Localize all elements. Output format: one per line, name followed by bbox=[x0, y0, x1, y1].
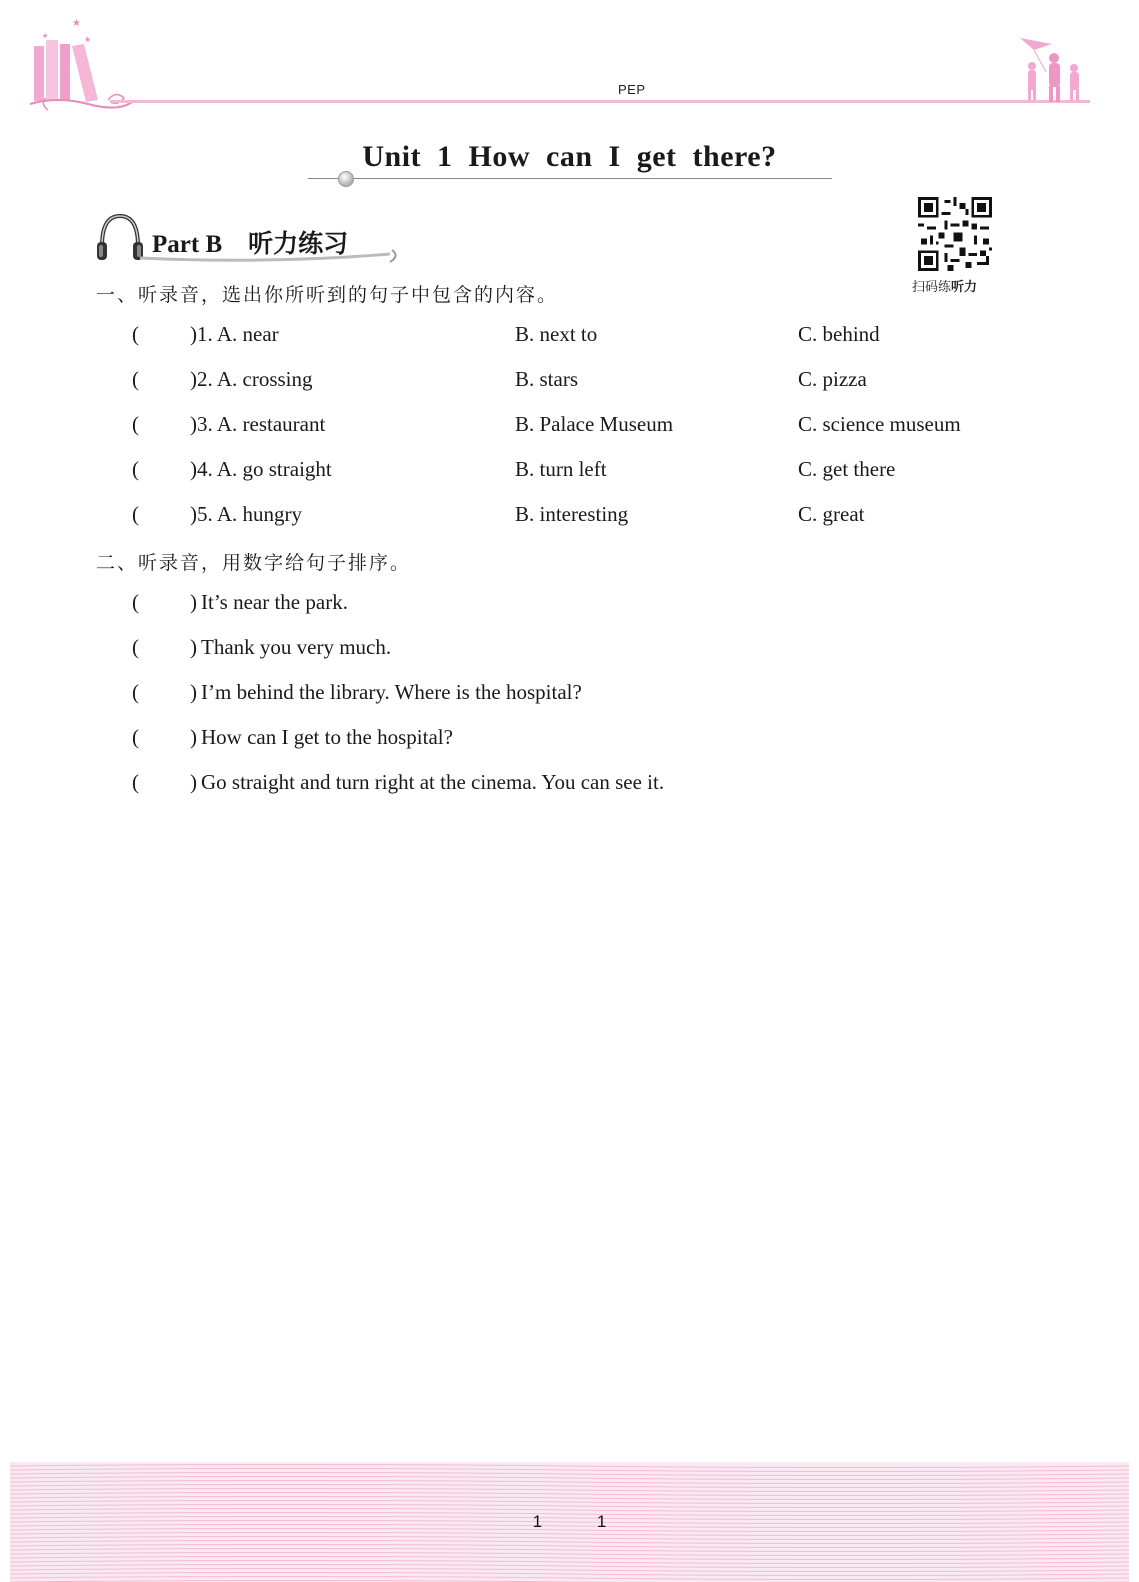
qr-caption-prefix: 扫码练 bbox=[912, 280, 952, 295]
answer-blank-open[interactable]: ( bbox=[132, 590, 139, 614]
section2-heading: 二、听录音，用数字给句子排序。 bbox=[96, 552, 412, 574]
sentence-text: Thank you very much. bbox=[201, 635, 392, 659]
answer-blank-open[interactable]: ( bbox=[132, 367, 139, 391]
ordering-row bbox=[0, 635, 1139, 675]
option-c: C. pizza bbox=[798, 367, 867, 391]
option-a: 2. A. crossing bbox=[197, 367, 313, 391]
question-row bbox=[0, 502, 1139, 542]
part-underline-swoosh bbox=[140, 248, 402, 264]
family-silhouette-icon bbox=[1012, 32, 1092, 104]
option-c: C. science museum bbox=[798, 412, 961, 436]
answer-blank-open[interactable]: ( bbox=[132, 457, 139, 481]
sentence-text: It’s near the park. bbox=[201, 590, 348, 614]
option-b: B. Palace Museum bbox=[515, 412, 674, 436]
sentence-text: I’m behind the library. Where is the hospital? bbox=[201, 680, 582, 704]
answer-blank-close: ) bbox=[190, 635, 197, 659]
svg-text:★: ★ bbox=[72, 18, 81, 29]
answer-blank-close: ) bbox=[190, 502, 197, 526]
headphones-icon bbox=[94, 210, 146, 264]
qr-caption-bold: 听力 bbox=[951, 280, 978, 295]
qr-caption bbox=[912, 276, 977, 295]
part-label: Part B bbox=[152, 231, 223, 258]
answer-blank-open[interactable]: ( bbox=[132, 322, 139, 346]
page-number: 1 1 bbox=[532, 1512, 607, 1531]
answer-blank-open[interactable]: ( bbox=[132, 770, 139, 794]
ordering-row bbox=[0, 590, 1139, 630]
answer-blank-close: ) bbox=[190, 680, 197, 704]
ordering-row bbox=[0, 680, 1139, 720]
edition-label: PEP bbox=[618, 82, 646, 97]
svg-text:★: ★ bbox=[84, 35, 92, 44]
ordering-row bbox=[0, 725, 1139, 765]
answer-blank-close: ) bbox=[190, 322, 197, 346]
answer-blank-open[interactable]: ( bbox=[132, 635, 139, 659]
page-title: Unit 1 How can I get there? bbox=[362, 140, 777, 173]
answer-blank-open[interactable]: ( bbox=[132, 412, 139, 436]
option-c: C. behind bbox=[798, 322, 880, 346]
section1-heading: 一、听录音，选出你所听到的句子中包含的内容。 bbox=[96, 284, 559, 306]
sentence-text: Go straight and turn right at the cinema. You can see it. bbox=[201, 770, 665, 794]
header-rule bbox=[110, 100, 1090, 103]
answer-blank-close: ) bbox=[190, 367, 197, 391]
ordering-row bbox=[0, 770, 1139, 810]
answer-blank-close: ) bbox=[190, 412, 197, 436]
qr-code-icon[interactable] bbox=[918, 197, 992, 271]
option-b: B. interesting bbox=[515, 502, 629, 526]
option-c: C. get there bbox=[798, 457, 896, 481]
option-a: 4. A. go straight bbox=[197, 457, 332, 481]
option-b: B. next to bbox=[515, 322, 598, 346]
option-a: 5. A. hungry bbox=[197, 502, 302, 526]
title-bullet-icon bbox=[338, 171, 354, 187]
question-row bbox=[0, 457, 1139, 497]
answer-blank-close: ) bbox=[190, 770, 197, 794]
question-row bbox=[0, 322, 1139, 362]
answer-blank-close: ) bbox=[190, 725, 197, 749]
answer-blank-close: ) bbox=[190, 457, 197, 481]
answer-blank-close: ) bbox=[190, 590, 197, 614]
option-b: B. stars bbox=[515, 367, 578, 391]
answer-blank-open[interactable]: ( bbox=[132, 725, 139, 749]
answer-blank-open[interactable]: ( bbox=[132, 680, 139, 704]
option-b: B. turn left bbox=[515, 457, 607, 481]
option-a: 1. A. near bbox=[197, 322, 279, 346]
answer-blank-open[interactable]: ( bbox=[132, 502, 139, 526]
question-row bbox=[0, 412, 1139, 452]
option-c: C. great bbox=[798, 502, 865, 526]
svg-text:★: ★ bbox=[42, 32, 49, 40]
part-subtitle: 听力练习 bbox=[248, 231, 349, 258]
option-a: 3. A. restaurant bbox=[197, 412, 326, 436]
title-rule bbox=[308, 178, 832, 179]
sentence-text: How can I get to the hospital? bbox=[201, 725, 453, 749]
question-row bbox=[0, 367, 1139, 407]
